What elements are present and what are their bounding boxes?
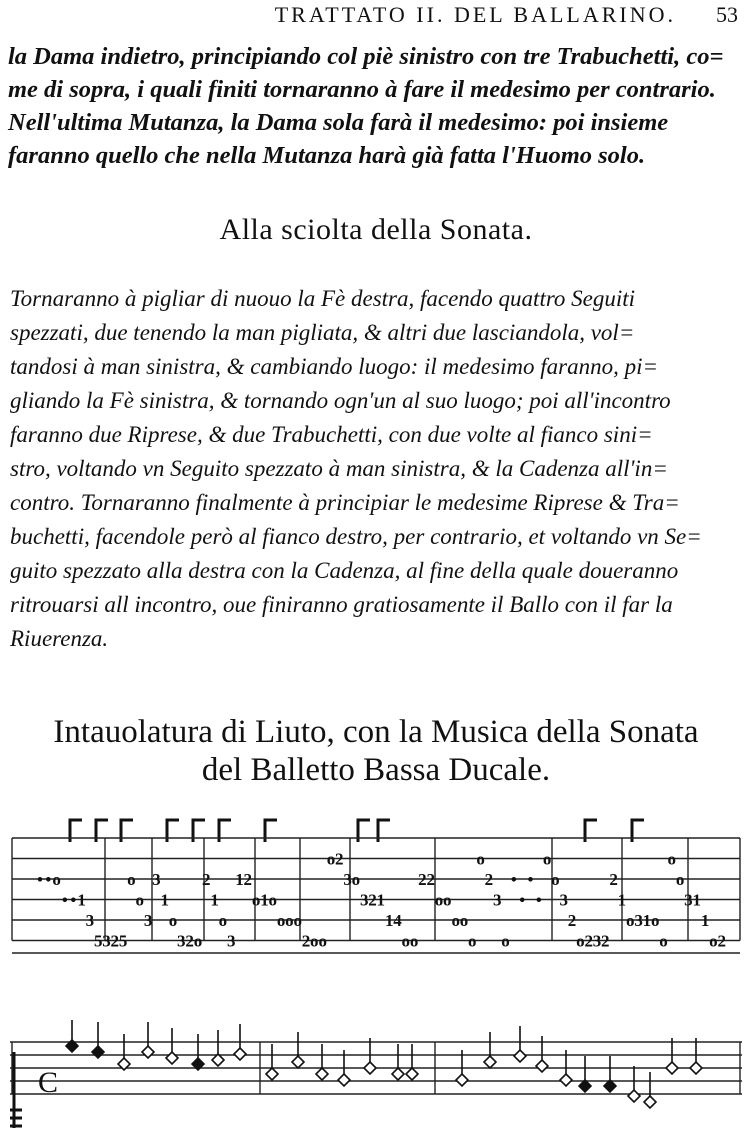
tab-glyph: 2	[368, 890, 377, 910]
tab-glyph: o	[576, 931, 585, 951]
tab-glyph: 1	[700, 911, 710, 930]
music-title-line: Intauolatura di Liuto, con la Musica della Sonata	[53, 714, 699, 750]
text-line: Nell'ultima Mutanza, la Dama sola farà il medesimo: poi insieme	[8, 109, 669, 136]
tab-glyph: 3	[343, 870, 352, 889]
note-head-icon	[364, 1062, 376, 1074]
tab-glyph: 2	[418, 870, 427, 889]
tab-glyph: o	[709, 931, 718, 951]
tab-glyph: •	[70, 890, 77, 910]
tab-glyph: 2	[185, 931, 194, 951]
text-line: tandosi à man sinistra, & cambiando luogo: il medesimo faranno, pi=	[10, 354, 659, 379]
text-line: faranno due Riprese, & due Trabuchetti, con due volte al fianco sini=	[10, 422, 653, 447]
tab-glyph: o	[625, 911, 635, 930]
tab-glyph: o	[52, 870, 61, 889]
note-head-icon	[292, 1056, 304, 1068]
note-head-icon	[690, 1062, 702, 1074]
running-header	[0, 2, 752, 36]
tab-glyph: o	[285, 911, 294, 930]
note-head-icon	[266, 1068, 278, 1080]
tab-glyph: o	[476, 849, 485, 869]
tab-glyph: 3	[85, 911, 95, 930]
text-line: Riuerenza.	[10, 626, 109, 651]
tab-glyph: o	[293, 911, 302, 930]
tab-glyph: o	[351, 870, 361, 889]
tab-glyph: 1	[77, 890, 86, 910]
tab-glyph: •	[45, 870, 52, 889]
text-line: contro. Tornaranno finalmente à principiar le medesime Riprese & Tra=	[10, 490, 680, 515]
tab-glyph: 2	[301, 931, 311, 951]
tab-glyph: •	[510, 870, 517, 889]
section-title: Alla sciolta della Sonata.	[219, 213, 533, 246]
music-title-line: del Balletto Bassa Ducale.	[201, 752, 551, 788]
tab-glyph: 3	[102, 931, 111, 951]
tab-glyph: 1	[260, 890, 269, 910]
tab-glyph: 3	[634, 911, 643, 930]
text-line: stro, voltando vn Seguito spezzato à man sinistra, & la Cadenza all'in=	[10, 456, 668, 481]
tab-glyph: •	[37, 870, 43, 889]
lute-tablature	[0, 800, 752, 1010]
tab-glyph: 5	[93, 931, 103, 951]
tab-glyph: 1	[210, 890, 219, 910]
tab-glyph: 1	[160, 890, 169, 910]
note-head-icon	[514, 1050, 526, 1062]
tab-glyph: o	[667, 849, 677, 869]
text-line: buchetti, facendole però al fianco destro, per contrario, et voltando vn Se=	[10, 524, 702, 549]
tab-glyph: 3	[177, 931, 186, 951]
tab-glyph: 2	[110, 931, 120, 951]
text-line: gliando la Fè sinistra, & tornando ogn'un al suo luogo; poi all'incontro	[10, 388, 671, 413]
tab-glyph: 3	[152, 870, 161, 889]
tab-glyph: 2	[584, 931, 593, 951]
text-line: faranno quello che nella Mutanza harà già fatta l'Huomo solo.	[8, 142, 646, 169]
tab-glyph: 2	[567, 911, 577, 930]
tab-glyph: o	[318, 931, 327, 951]
note-head-icon	[666, 1062, 678, 1074]
text-line: Tornaranno à pigliar di nuouo la Fè destra, facendo quattro Seguiti	[10, 286, 636, 311]
tab-glyph: 2	[717, 931, 726, 951]
note-head-icon	[484, 1056, 496, 1068]
note-head-icon	[316, 1068, 328, 1080]
tab-glyph: o	[551, 870, 560, 889]
note-head-icon	[536, 1060, 548, 1072]
tab-glyph: o	[650, 911, 660, 930]
tab-glyph: 4	[393, 911, 402, 930]
tab-glyph: 3	[143, 911, 153, 930]
note-head-icon	[628, 1090, 640, 1102]
tab-glyph: o	[135, 890, 145, 910]
tab-glyph: 1	[235, 870, 244, 889]
tab-glyph: o	[310, 931, 319, 951]
note-head-icon	[644, 1096, 656, 1108]
note-head-icon	[234, 1048, 246, 1060]
music-staff	[0, 1020, 752, 1147]
note-head-icon	[456, 1074, 468, 1086]
tab-glyph: 3	[492, 890, 502, 910]
tab-glyph: 3	[559, 890, 568, 910]
text-line: me di sopra, i quali finiti tornaranno à fare il medesimo per contrario.	[8, 76, 716, 103]
text-line: spezzati, due tenendo la man pigliata, & altri due lasciandola, vol=	[10, 320, 635, 345]
tab-glyph: o	[268, 890, 278, 910]
tab-glyph: 3	[226, 931, 236, 951]
tab-glyph: o	[401, 931, 411, 951]
note-head-icon	[142, 1046, 154, 1058]
tab-glyph: 1	[642, 911, 652, 930]
note-head-icon	[212, 1054, 224, 1066]
tab-glyph: o	[193, 931, 203, 951]
tab-glyph: o	[168, 911, 178, 930]
tab-glyph: o	[409, 931, 419, 951]
tab-glyph: 3	[592, 931, 602, 951]
tab-glyph: •	[519, 890, 526, 910]
tab-glyph: o	[542, 849, 552, 869]
tab-glyph: o	[451, 911, 460, 930]
top-paragraph	[8, 40, 748, 172]
music-title	[0, 713, 752, 789]
tab-glyph: 2	[601, 931, 610, 951]
note-head-icon	[338, 1074, 350, 1086]
tab-glyph: •	[535, 890, 542, 910]
running-title: TRATTATO II. DEL BALLARINO.	[274, 2, 676, 27]
note-head-icon	[406, 1068, 418, 1080]
tab-glyph: 2	[426, 870, 435, 889]
note-head-icon	[604, 1080, 616, 1092]
tab-glyph: 2	[335, 849, 344, 869]
tab-glyph: 2	[609, 870, 618, 889]
note-head-icon	[392, 1068, 404, 1080]
tab-glyph: o	[326, 849, 336, 869]
tab-glyph: o	[251, 890, 261, 910]
note-head-icon	[92, 1046, 104, 1058]
tab-glyph: 2	[243, 870, 253, 889]
tab-glyph: 1	[692, 890, 701, 910]
tab-glyph: •	[527, 870, 534, 889]
tab-glyph: 2	[484, 870, 494, 889]
tab-glyph: o	[443, 890, 452, 910]
note-head-icon	[166, 1052, 178, 1064]
tab-glyph: 3	[684, 890, 693, 910]
time-signature-icon: C	[38, 1066, 59, 1099]
note-head-icon	[560, 1074, 572, 1086]
tab-glyph: o	[127, 870, 136, 889]
note-head-icon	[579, 1080, 591, 1092]
tab-glyph: 1	[384, 911, 394, 930]
tab-glyph: o	[459, 911, 469, 930]
tab-glyph: o	[218, 911, 228, 930]
tab-glyph: o	[659, 931, 668, 951]
tab-glyph: 3	[359, 890, 369, 910]
tab-glyph: o	[675, 870, 685, 889]
tab-glyph: 2	[202, 870, 211, 889]
tab-glyph: •	[61, 890, 68, 910]
text-line: guito spezzato alla destra con la Cadenza, al fine della quale doueranno	[10, 558, 679, 583]
staff-notes	[66, 1020, 702, 1108]
tab-glyph: 5	[118, 931, 128, 951]
tab-glyph: o	[276, 911, 286, 930]
text-line: ritrouarsi all incontro, oue finiranno gratiosamente il Ballo con il far la	[10, 592, 673, 617]
tab-glyph: 1	[376, 890, 386, 910]
tab-glyph: o	[434, 890, 444, 910]
tab-glyph: o	[468, 931, 477, 951]
text-line: la Dama indietro, principiando col piè sinistro con tre Trabuchetti, co=	[8, 43, 724, 70]
tab-glyph: 1	[617, 890, 627, 910]
body-paragraph	[10, 282, 750, 656]
page-number: 53	[716, 2, 738, 27]
tab-glyph: o	[501, 931, 510, 951]
